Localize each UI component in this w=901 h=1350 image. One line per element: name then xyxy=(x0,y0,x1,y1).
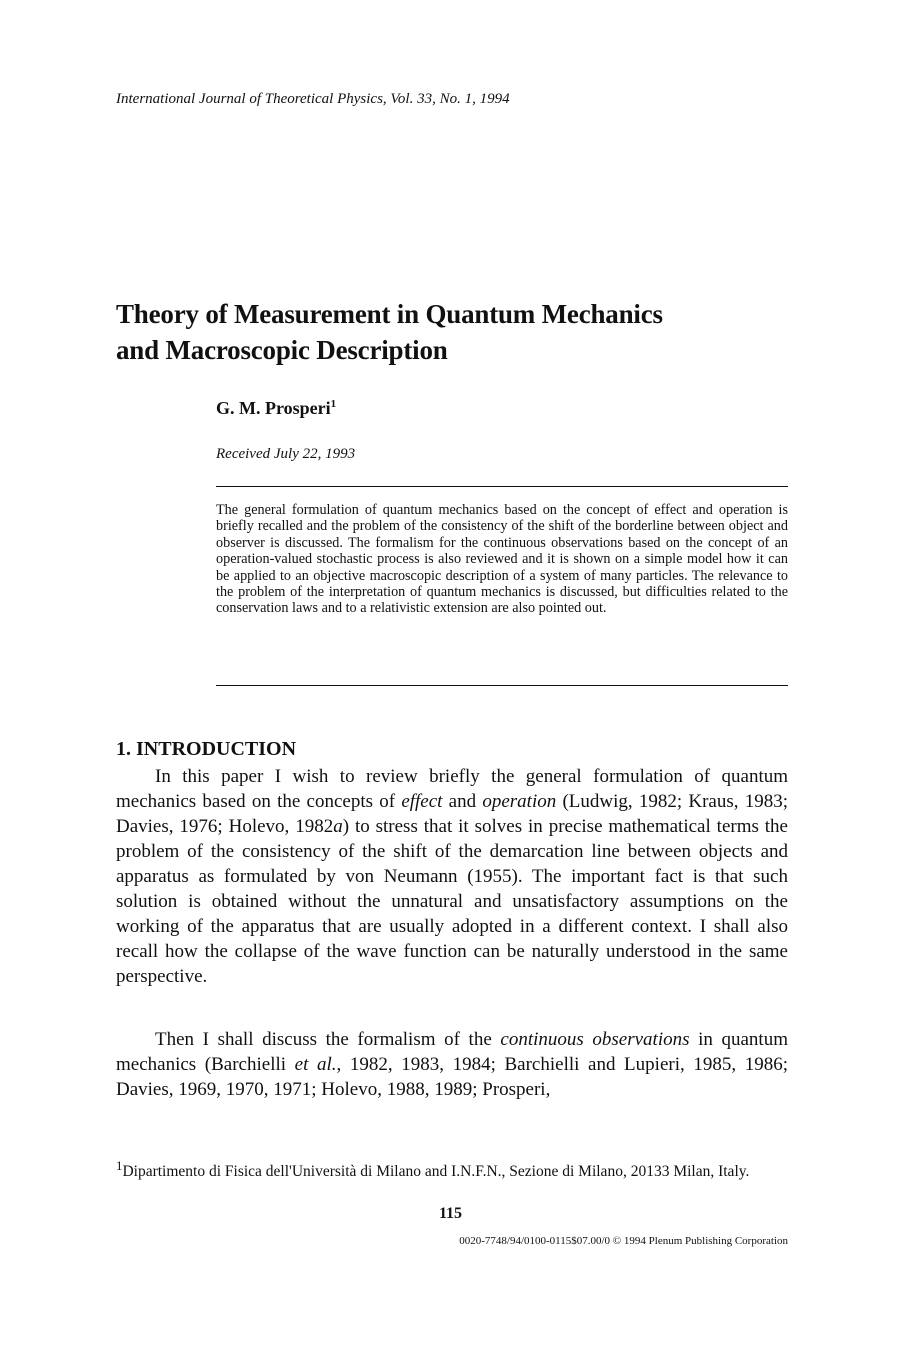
emphasis: continuous observations xyxy=(500,1029,690,1050)
emphasis: effect xyxy=(401,791,443,812)
received-date: Received July 22, 1993 xyxy=(216,446,356,462)
emphasis: et al. xyxy=(294,1054,337,1075)
abstract: The general formulation of quantum mechanics based on the concept of effect and operation is briefly recalled and the problem of the consistency of the shift of the borderline between object and observer is discussed. The formalism for the continuous observations based on the concept of an operation-valued stochastic process is also reviewed and it is shown on a simple model how it can be applied to an objective macroscopic description of a system of many particles. The relevance to the problem of the interpretation of quantum mechanics is discussed, but difficulties related to the conservation laws and to a relativistic extension are also pointed out. xyxy=(216,502,788,617)
emphasis: operation xyxy=(482,791,557,812)
author-footnote-mark: 1 xyxy=(330,398,337,410)
text-run: (Ludwig, 1982; Kraus, 1983; Davies, 1976; Holevo, 1982 xyxy=(116,791,788,837)
copyright-line: 0020-7748/94/0100-0115$07.00/0 © 1994 Plenum Publishing Corporation xyxy=(459,1235,788,1247)
journal-citation: International Journal of Theoretical Physics, Vol. 33, No. 1, 1994 xyxy=(116,91,510,107)
title-line-1: Theory of Measurement in Quantum Mechanics xyxy=(116,299,663,329)
text-run: in quantum mechanics (Barchielli xyxy=(116,1029,788,1075)
footnote xyxy=(116,1155,788,1182)
text-run: Then I shall discuss the formalism of the xyxy=(155,1029,501,1050)
emphasis: a xyxy=(333,816,343,837)
page-number: 115 xyxy=(438,1205,463,1222)
abstract-bottom-rule xyxy=(216,685,788,686)
article-title xyxy=(116,296,816,368)
author-name: G. M. Prosperi xyxy=(216,398,331,418)
section-heading: 1. INTRODUCTION xyxy=(116,738,297,760)
author xyxy=(216,398,336,419)
abstract-top-rule xyxy=(216,486,788,487)
text-run: ) to stress that it solves in precise mathematical terms the problem of the consistency of the shift of the demarcation line between objects and apparatus as formulated by von Neumann (1955). The important fact is that such solution is obtained without the unnatural and unsatisfactory assumptions on the working of the apparatus that are usually adopted in a different context. I shall also recall how the collapse of the wave function can be naturally understood in the same perspective. xyxy=(116,816,788,987)
paragraph-2 xyxy=(116,1027,788,1102)
paragraph-1 xyxy=(116,764,788,989)
text-run: In this paper I wish to review briefly the general formulation of quantum mechanics based on the concepts of xyxy=(116,766,788,812)
footnote-mark: 1 xyxy=(116,1158,123,1173)
text-run: and xyxy=(442,791,483,812)
footnote-text: Dipartimento di Fisica dell'Università di Milano and I.N.F.N., Sezione di Milano, 20133 Milan, Italy. xyxy=(122,1163,750,1181)
text-run: , 1982, 1983, 1984; Barchielli and Lupieri, 1985, 1986; Davies, 1969, 1970, 1971; Holevo, 1988, 1989; Prosperi, xyxy=(116,1054,788,1100)
title-line-2: and Macroscopic Description xyxy=(116,335,448,365)
